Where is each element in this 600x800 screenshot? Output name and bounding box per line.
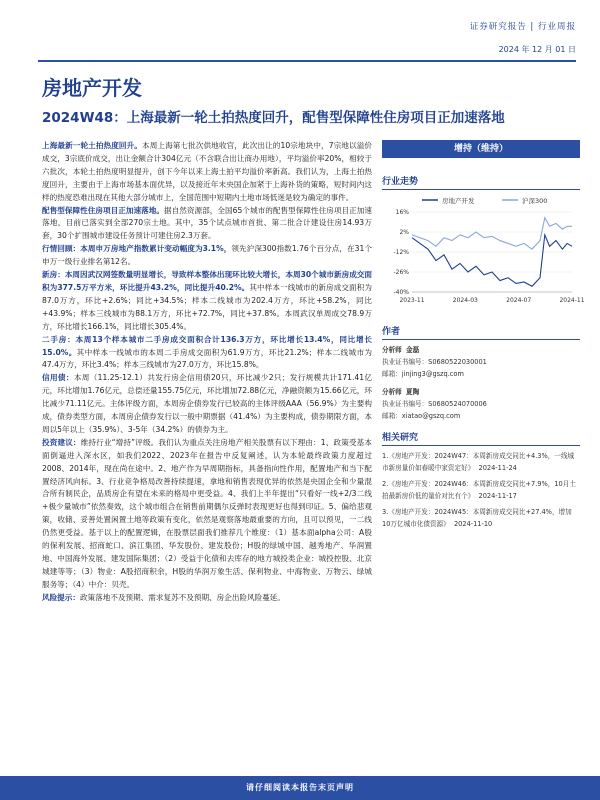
paragraph-text: 本周上海第七批次供地收官，此次出让的10宗地块中，7宗地以溢价成交，3宗底价成交，出让金额合计304亿元（不含联合出让商办用地），平均溢价率20%，相较于六批次，本轮土拍热度明显提升，创下今年以来上海土拍平均溢价率新高。我们认为，上海土拍热度回升，主要由于上海市场基本面优异，以及接近年末央国企加紧于上海补货的策略，短时间内这样的热度恐难出现在其他大部分城市上，全国范围中短期内土地市场低迷是较为确定的事件。 [42, 141, 373, 202]
sector-title: 房地产开发 [42, 76, 142, 100]
x-tick-label: 2024-03 [452, 297, 478, 304]
paragraph [42, 269, 372, 334]
paragraph [42, 334, 372, 373]
analyst-cert: 执业证书编号：S0680522030001 [382, 358, 487, 366]
paragraph-text: 本周（11.25-12.1）共发行房企信用债20只，环比减少2只；发行规模共计171.41亿元，环比增加1.76亿元，总偿还量155.75亿元，环比增加72.88亿元，净融资额为15.66亿元，环比减少71.11亿元。主体评级方面，本周房企债券发行已较高的主体评级AAA（56.9%）为主要构成，债券类型方面，本周房企债券发行以一般中期票据（41.4%）为主要构成，债券期限方面，本周以5年以上（35.9%）、3-5年（34.2%）的债券为主。 [42, 373, 373, 434]
analyst-name: 分析师 金磊 [382, 346, 420, 354]
y-tick-label: 16% [395, 209, 409, 216]
paragraph-text: 据自然资源部，全国65个城市的配售型保障性住房项目正加速落地，目前已落实到全部270宗土地。其中，35个试点城市首批、第二批合计建设住房14.93万套，30个扩围城市建设任务预计可建住房2.3万套。 [42, 205, 372, 241]
paragraph-lead: 新房：本周因武汉网签数量明显增长，导致样本整体出现环比较大增长，本周30个城市新房成交面积为377.5万平方米，环比提升43.2%，同比提升40.2%。 [42, 270, 372, 292]
trend-heading: 行业走势 [382, 174, 580, 190]
paragraph-text: 政策落地不及预期、需求复苏不及预期、房企出险风险蔓延。 [79, 592, 285, 602]
paragraph [42, 205, 372, 244]
y-tick-label: -40% [393, 289, 409, 296]
y-tick-label: -12% [393, 249, 409, 256]
paragraph-lead: 二手房：本周13个样本城市二手房成交面积合计136.3万方，环比增长13.4%，同比增长15.0%。 [42, 334, 372, 357]
authors-heading: 作者 [382, 324, 580, 340]
paragraph-lead: 风险提示： [42, 592, 80, 602]
x-tick-label: 2023-11 [399, 297, 425, 304]
related-item[interactable]: 1.《房地产开发：2024W47：本周新房成交同比+4.3%，一线城市新房量价如春暖中家资定好》 2024-11-24 [382, 452, 575, 472]
x-tick-label: 2024-11 [559, 297, 585, 304]
footer-text: 请仔细阅读本报告末页声明 [246, 783, 354, 792]
report-title: 2024W48：上海最新一轮土拍热度回升，配售型保障性住房项目正加速落地 [42, 110, 505, 126]
related-item[interactable]: 2.《房地产开发：2024W46：本周新房成交同比+7.9%，10月土拍最新房价低的量价对比有个》 2024-11-17 [382, 480, 576, 500]
paragraph [42, 437, 372, 592]
x-tick-label: 2024-07 [506, 297, 532, 304]
paragraph-text: 其中样本一线城市的本周二手房成交面积为61.9万方，环比21.2%；样本二线城市为47.4万方，环比3.4%；样本三线城市为27.0万方，环比15.8%。 [42, 347, 372, 370]
rating-badge: 增持（维持） [382, 140, 580, 158]
paragraph-lead: 信用债： [42, 373, 74, 383]
paragraph-text: 其中样本一线城市的新房成交面积为87.0万方，环比+2.6%；同比+34.5%；样本二线城市为202.4万方，环比+58.2%，同比+43.9%；样本三线城市为88.1万方，环比+72.7%，同比+37.8%。本周武汉单周成交78.9万方，环比增长166.1%，同比增长305.4%。 [42, 282, 372, 331]
report-tag: 证券研究报告 | 行业周报 [469, 22, 576, 32]
analyst-name: 分析师 夏陶 [382, 388, 420, 396]
paragraph-lead: 投资建议： [42, 437, 81, 447]
paragraph [42, 372, 372, 437]
paragraph [42, 592, 372, 605]
paragraph [42, 243, 372, 269]
series-line [412, 235, 572, 286]
series-line [412, 218, 572, 249]
legend-label: 沪深300 [522, 197, 548, 205]
paragraph-text: 维持行业“增持”评级。我们认为重点关注房地产相关股票有以下理由：1、政策受基本面倒逼进入深水区，如我们2022、2023年在报告中反复阐述，认为本轮最终政策力度超过2008、2014年，现在尚在途中。2、地产作为早周期指标，具备指向性作用，配置地产和当下配置经济风向标。3、行业竞争格局改善持续提速，拿地和销售表现优异的依然是央国企全和少量混合所有制民企，品质房企有望在未来的格局中更受益。4、我们上半年提出“只看好一线+2/3二线+极少量城市”依然奏效，这个城市组合在销售前期偶尔反弹时表现更好也得到印证。5、偏给悲观策，收储、妥善处置闲置土地等政策有变化，依然是观察落地最重要的方向，且可以预见，一二线仍然更受益。基于以上的配置逻辑，在股票层面我们推荐几个维度：（1）基本面alpha公司：A股的保利发展、招商蛇口、滨江集团、华发股份、建发股份；H股的绿城中国、越秀地产、华润置地、中国海外发展、建发国际集团；（2）受益于化债和去库存的地方城投类企业：城投控股、北京城建等等；（3）物业：A股招商积余，H股的华润万象生活、保利物业、中海物业、万物云、绿城服务等；（4）中介：贝壳。 [42, 437, 373, 589]
legend-label: 房地产开发 [442, 197, 475, 205]
paragraph-text: 领先沪深300指数1.76个百分点，在31个申万一级行业排名第12名。 [42, 244, 372, 267]
header-divider [38, 60, 576, 62]
paragraph-lead: 行情回顾：本周申万房地产指数累计变动幅度为3.1%， [42, 244, 232, 254]
related-heading: 相关研究 [382, 430, 580, 446]
y-tick-label: 2% [399, 229, 409, 236]
related-item[interactable]: 3.《房地产开发：2024W45：本周新房成交同比+27.4%，增加10万亿城市化债资源》 2024-11-10 [382, 508, 572, 528]
analyst-email[interactable]: 邮箱：jinjing3@gszq.com [382, 370, 464, 378]
analyst-cert: 执业证书编号：S0680524070006 [382, 400, 487, 408]
y-tick-label: -26% [393, 269, 409, 276]
sidebar [382, 140, 585, 530]
related-list [382, 450, 580, 530]
industry-trend-chart [382, 190, 585, 310]
report-date: 2024 年 12 月 01 日 [498, 45, 576, 54]
analyst-email[interactable]: 邮箱：xiatao@gszq.com [382, 412, 461, 420]
paragraph-lead: 配售型保障性住房项目正加速落地。 [42, 205, 165, 215]
paragraph-lead: 上海最新一轮土拍热度回升。 [42, 141, 143, 150]
paragraph [42, 140, 372, 205]
main-body [42, 140, 372, 605]
footer-bar [0, 776, 600, 800]
analyst-block [382, 344, 580, 422]
